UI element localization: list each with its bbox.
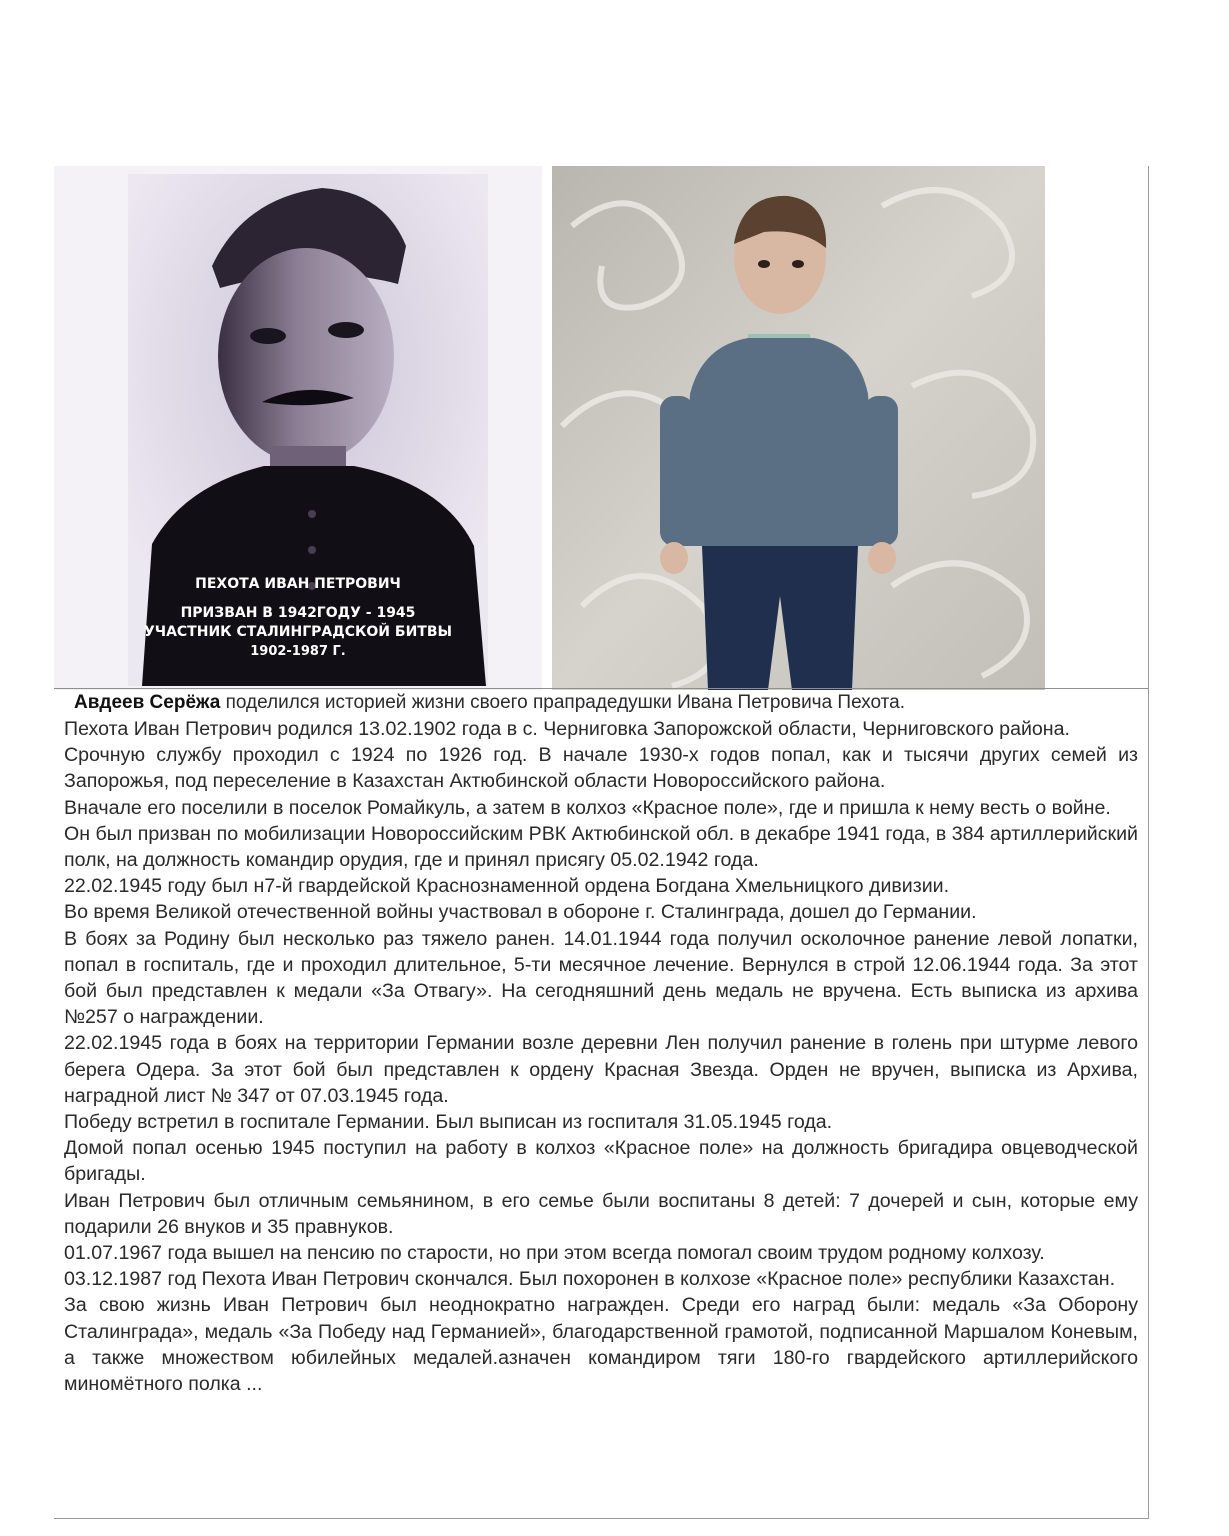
document-sheet (54, 166, 1149, 1519)
boy-photo-image (552, 166, 1045, 690)
portrait-name-line: ПЕХОТА ИВАН ПЕТРОВИЧ (195, 576, 401, 592)
paragraph-kolkhoz: Вначале его поселили в поселок Ромайкуль, а затем в колхоз «Красное поле», где и пришла к нему весть о войне. (64, 796, 1111, 819)
soldier-portrait-image (54, 166, 542, 690)
portrait-service-line: ПРИЗВАН В 1942ГОДУ - 1945 (180, 605, 416, 621)
paragraph-return-home: Домой попал осенью 1945 поступил на работу в колхоз «Красное поле» на должность бригадира овцеводческой бригады. (64, 1137, 1138, 1186)
portrait-years-line: 1902-1987 Г. (250, 644, 346, 659)
paragraph-stalingrad: Во время Великой отечественной войны участвовал в обороне г. Сталинграда, дошел до Германии. (64, 901, 977, 924)
biography-text (64, 716, 1138, 1397)
portrait-battle-line: УЧАСТНИК СТАЛИНГРАДСКОЙ БИТВЫ (143, 624, 453, 640)
paragraph-oder: 22.02.1945 года в боях на территории Германии возле деревни Лен получил ранение в голень при штурме левого берега Одера. За этот бой был представлен к ордену Красная Звезда. Орден не вручен, выписка из Архива, наградной лист № 347 от 07.03.1945 года. (64, 1032, 1138, 1107)
paragraph-wounds: В боях за Родину был несколько раз тяжело ранен. 14.01.1944 года получил осколочное ранение левой лопатки, попал в госпиталь, где и проходил длительное, 5-ти месячное лечение. Вернулся в строй 12.06.1944 года. За этот бой был представлен к медали «За Отвагу». На сегодняшний день медаль не вручена. Есть выписка из архива №257 о награждении. (64, 927, 1138, 1029)
paragraph-birth: Пехота Иван Петрович родился 13.02.1902 года в с. Черниговка Запорожской области, Черниговского района. (64, 718, 1070, 740)
soldier-portrait-photo (54, 166, 542, 690)
author-name: Авдеев Серёжа (74, 692, 221, 713)
paragraph-death: 03.12.1987 год Пехота Иван Петрович скончался. Был похоронен в колхозе «Красное поле» республики Казахстан. (64, 1268, 1116, 1291)
paragraph-division: 22.02.1945 году был н7-й гвардейской Краснознаменной ордена Богдана Хмельницкого дивизии. (64, 875, 950, 898)
photo-caption (74, 692, 905, 714)
paragraph-victory: Победу встретил в госпитале Германии. Был выписан из госпиталя 31.05.1945 года. (64, 1111, 833, 1134)
paragraph-service: Срочную службу проходил с 1924 по 1926 год. В начале 1930-х годов попал, как и тысячи других семей из Запорожья, под переселение в Казахстан Актюбинской области Новороссийского района. (64, 744, 1138, 793)
paragraph-pension: 01.07.1967 года вышел на пенсию по старости, но при этом всегда помогал своим трудом родному колхозу. (64, 1242, 1045, 1265)
caption-text: поделился историей жизни своего прапрадедушки Ивана Петровича Пехота. (220, 692, 906, 713)
boy-photo (552, 166, 1045, 690)
paragraph-awards: За свою жизнь Иван Петрович был неоднократно награжден. Среди его наград были: медаль «За Оборону Сталинграда», медаль «За Победу над Германией», благодарственной грамотой, подписанной Маршалом Коневым, а также множеством юбилейных медалей.азначен командиром тяги 180-го гвардейского артиллерийского миномётного полка ... (64, 1294, 1138, 1396)
caption-divider (54, 688, 1148, 689)
paragraph-family: Иван Петрович был отличным семьянином, в его семье были воспитаны 8 детей: 7 дочерей и сын, которые ему подарили 26 внуков и 35 правнуков. (64, 1189, 1138, 1238)
paragraph-mobilization: Он был призван по мобилизации Новороссийским РВК Актюбинской обл. в декабре 1941 года, в 384 артиллерийский полк, на должность командир орудия, где и принял присягу 05.02.1942 года. (64, 822, 1138, 872)
